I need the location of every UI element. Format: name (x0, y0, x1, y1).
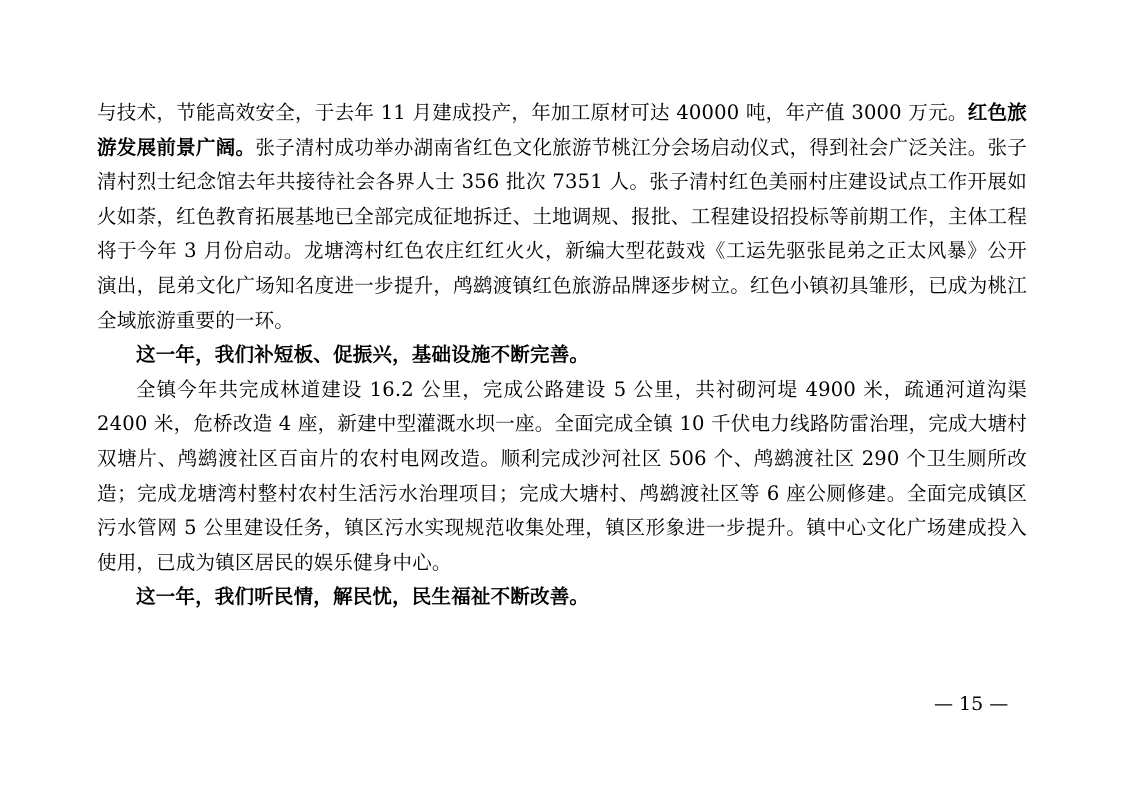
document-body (97, 96, 1027, 615)
paragraph-industry-tourism (97, 96, 1027, 338)
paragraph-infrastructure: 全镇今年共完成林道建设 16.2 公里，完成公路建设 5 公里，共衬砌河堤 4900 米，疏通河道沟渠 2400 米，危桥改造 4 座，新建中型灌溉水坝一座。全面完成全镇 10 千伏电力线路防雷治理，完成大塘村双塘片、鸬鹚渡社区百亩片的农村电网改造。顺利完成沙河社区 506 个、鸬鹚渡社区 290 个卫生厕所改造；完成龙塘湾村整村农村生活污水治理项目；完成大塘村、鸬鹚渡社区等 6 座公厕修建。全面完成镇区污水管网 5 公里建设任务，镇区污水实现规范收集处理，镇区形象进一步提升。镇中心文化广场建成投入使用，已成为镇区居民的娱乐健身中心。 (97, 377, 1027, 574)
paragraph-text: 与技术，节能高效安全，于去年 11 月建成投产，年加工原材可达 40000 吨，年产值 3000 万元。 (97, 101, 968, 124)
section-heading-livelihood: 这一年，我们听民情，解民忧，民生福祉不断改善。 (136, 585, 590, 609)
page-number: — 15 — (934, 693, 1009, 715)
paragraph-text-continued: 张子清村成功举办湖南省红色文化旅游节桃江分会场启动仪式，得到社会广泛关注。张子清村烈士纪念馆去年共接待社会各界人士 356 批次 7351 人。张子清村红色美丽村庄建设试点工作开展如火如荼，红色教育拓展基地已全部完成征地拆迁、土地调规、报批、工程建设招投标等前期工作，主体工程将于今年 3 月份启动。龙塘湾村红色农庄红红火火，新编大型花鼓戏《工运先驱张昆弟之正太风暴》公开演出，昆弟文化广场知名度进一步提升，鸬鹚渡镇红色旅游品牌逐步树立。红色小镇初具雏形，已成为桃江全域旅游重要的一环。 (97, 135, 1027, 332)
bold-highlight-red-tourism: 红色旅游发展前景广阔。 (97, 101, 1027, 159)
section-heading-infrastructure: 这一年，我们补短板、促振兴，基础设施不断完善。 (136, 343, 590, 367)
